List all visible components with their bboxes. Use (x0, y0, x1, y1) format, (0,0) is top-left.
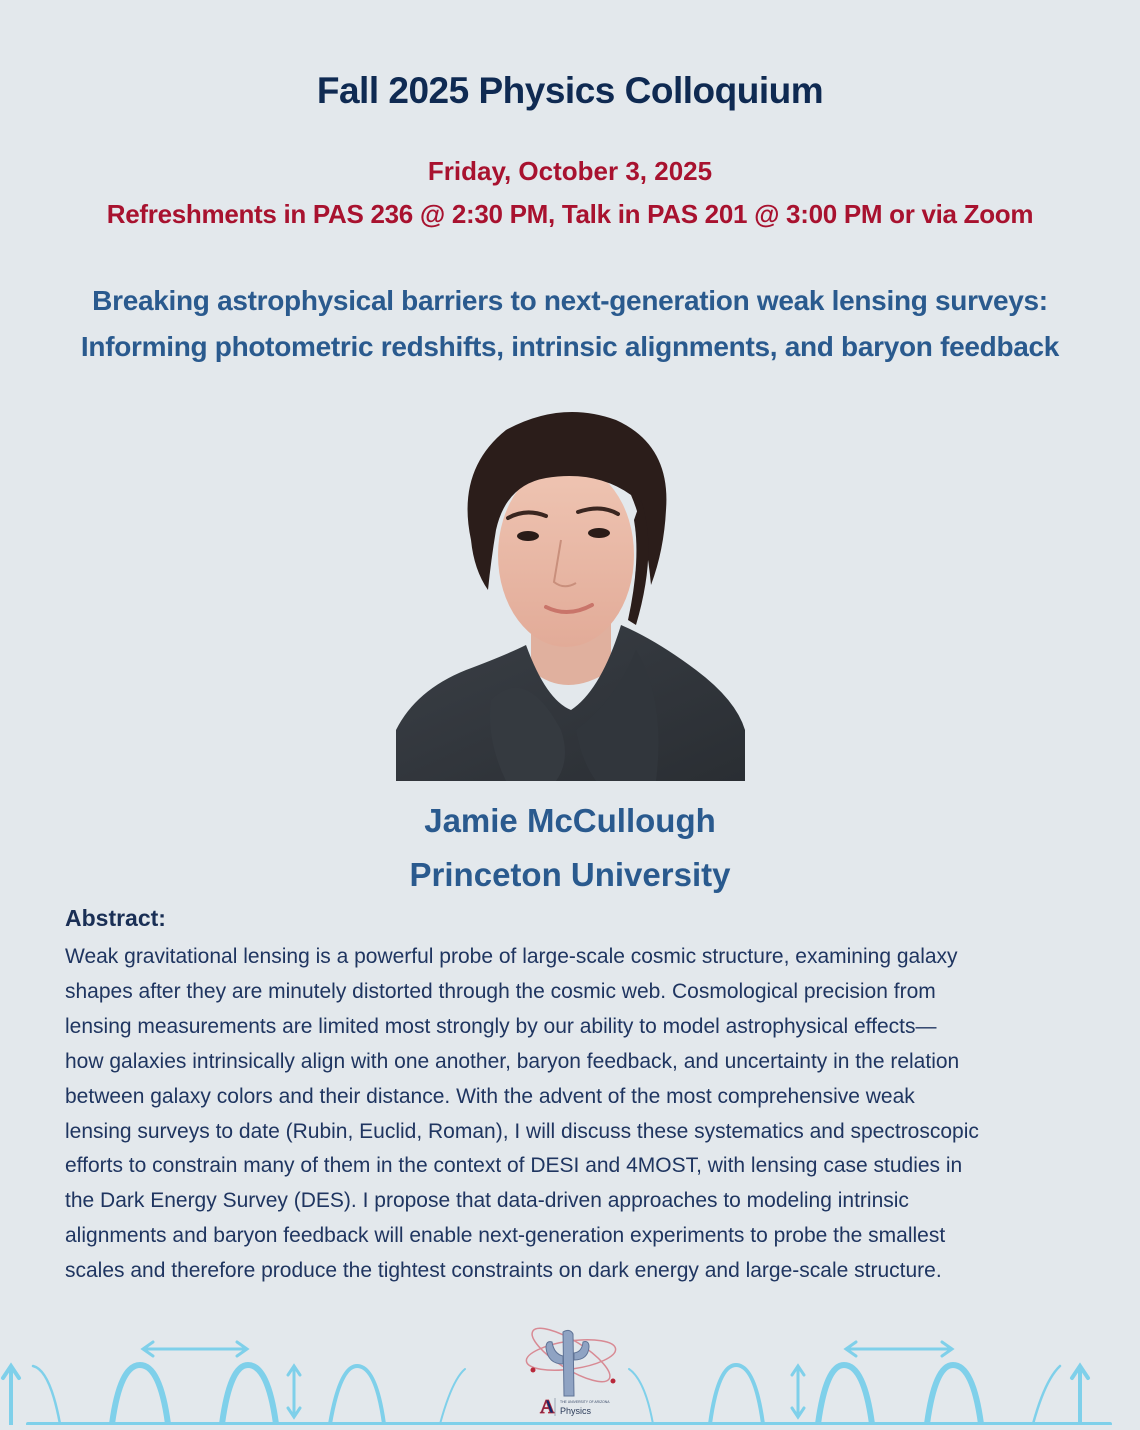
event-logistics: Refreshments in PAS 236 @ 2:30 PM, Talk in PAS 201 @ 3:00 PM or via Zoom (106, 199, 1034, 229)
abstract-line: lensing surveys to date (Rubin, Euclid, Roman), I will discuss these systematics and spectroscopic (65, 1119, 979, 1143)
talk-title (0, 278, 1140, 370)
abstract-label: Abstract: (65, 905, 166, 931)
horizontal-double-arrow-icon (846, 1342, 952, 1356)
svg-text:Physics: Physics (560, 1406, 592, 1416)
svg-text:THE UNIVERSITY OF ARIZONA: THE UNIVERSITY OF ARIZONA (560, 1400, 610, 1404)
vertical-double-arrow-icon (288, 1366, 300, 1417)
talk-title-line-1: Breaking astrophysical barriers to next-generation weak lensing surveys: (92, 285, 1048, 316)
svg-text:A: A (540, 1396, 555, 1418)
abstract-line: scales and therefore produce the tightest constraints on dark energy and large-scale structure. (65, 1259, 942, 1283)
speaker-name: Jamie McCullough (424, 802, 716, 839)
abstract-line: between galaxy colors and their distance. With the advent of the most comprehensive weak (65, 1084, 915, 1108)
series-title: Fall 2025 Physics Colloquium (316, 70, 824, 111)
abstract-line: how galaxies intrinsically align with one another, baryon feedback, and uncertainty in the relation (65, 1049, 960, 1073)
abstract-line: the Dark Energy Survey (DES). I propose that data-driven approaches to modeling intrinsic (65, 1189, 909, 1213)
abstract-line: Weak gravitational lensing is a powerful probe of large-scale cosmic structure, examining galaxy (65, 945, 958, 968)
abstract-line: alignments and baryon feedback will enable next-generation experiments to probe the smallest (65, 1224, 946, 1248)
horizontal-double-arrow-icon (143, 1342, 247, 1356)
abstract-line: shapes after they are minutely distorted through the cosmic web. Cosmological precision from (65, 979, 936, 1003)
speaker-affiliation: Princeton University (409, 856, 731, 893)
speaker-photo (396, 400, 745, 781)
university-physics-logo (524, 1320, 617, 1418)
talk-title-line-2: Informing photometric redshifts, intrinsic alignments, and baryon feedback (80, 331, 1060, 362)
up-arrow-icon (3, 1366, 19, 1425)
abstract-line: efforts to constrain many of them in the context of DESI and 4MOST, with lensing case studies in (65, 1154, 963, 1178)
abstract-line: lensing measurements are limited most strongly by our ability to model astrophysical effects— (65, 1014, 937, 1038)
vertical-double-arrow-icon (792, 1366, 804, 1417)
footer-decoration (0, 1320, 1140, 1425)
abstract-body (65, 940, 1075, 1289)
up-arrow-icon (1072, 1366, 1088, 1425)
event-date: Friday, October 3, 2025 (427, 156, 713, 186)
